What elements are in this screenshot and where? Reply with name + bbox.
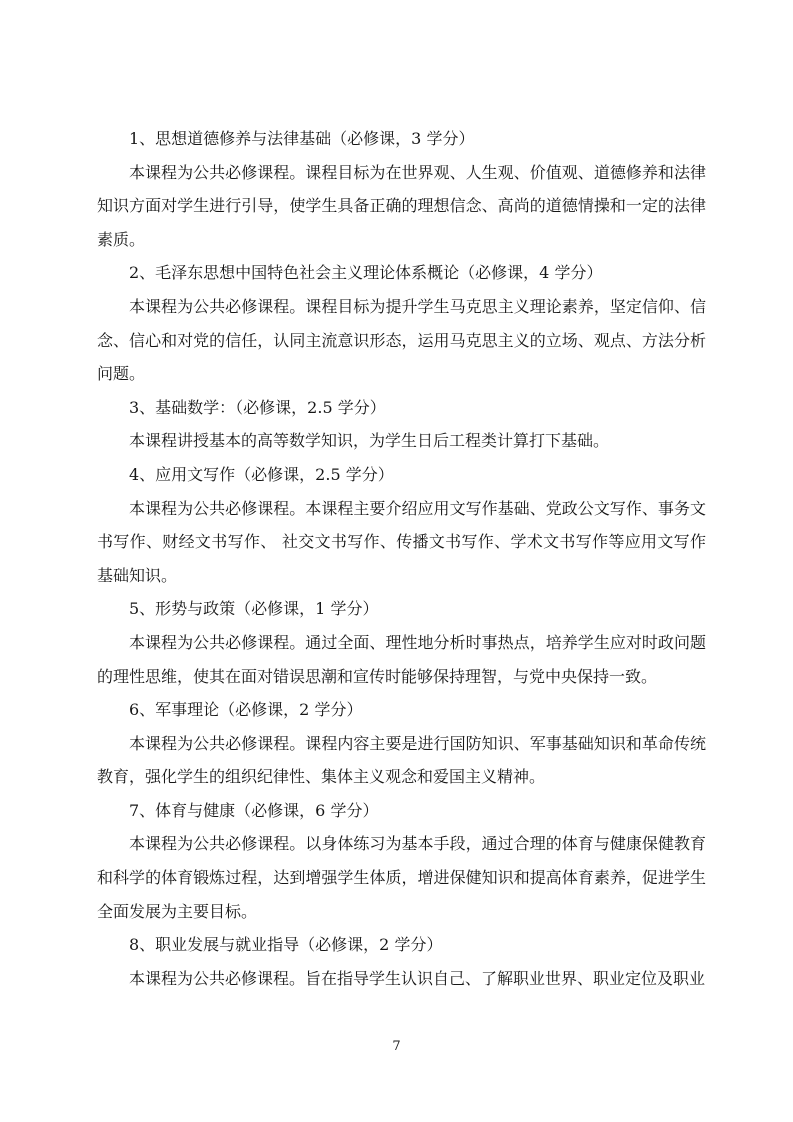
page-number: 7 xyxy=(392,1039,401,1054)
course-heading: 1、思想道德修养与法律基础（必修课，3 学分） xyxy=(129,129,475,148)
document-body xyxy=(97,122,706,995)
course-section xyxy=(97,592,706,693)
course-description: 本课程为公共必修课程。课程目标为提升学生马克思主义理论素养，坚定信仰、信念、信心和对党的信任，认同主流意识形态，运用马克思主义的立场、观点、方法分析问题。 xyxy=(97,296,706,384)
course-section xyxy=(97,256,706,390)
course-heading: 4、应用文写作（必修课，2.5 学分） xyxy=(129,464,394,484)
course-heading: 3、基础数学：（必修课，2.5 学分） xyxy=(129,397,386,417)
course-heading: 2、毛泽东思想中国特色社会主义理论体系概论（必修课，4 学分） xyxy=(129,263,603,283)
course-description: 本课程为公共必修课程。以身体练习为基本手段，通过合理的体育与健康保健教育和科学的体育锻炼过程，达到增强学生体质，增进保健知识和提高体育素养，促进学生全面发展为主要目标。 xyxy=(97,834,706,921)
course-description: 本课程为公共必修课程。课程目标为在世界观、人生观、价值观、道德修养和法律知识方面对学生进行引导，使学生具备正确的理想信念、高尚的道德情操和一定的法律素质。 xyxy=(97,162,706,249)
course-section xyxy=(97,794,706,928)
course-description: 本课程为公共必修课程。通过全面、理性地分析时事热点，培养学生应对时政问题的理性思维，使其在面对错误思潮和宣传时能够保持理智，与党中央保持一致。 xyxy=(97,632,706,686)
page-footer xyxy=(0,1038,793,1056)
course-description: 本课程讲授基本的高等数学知识，为学生日后工程类计算打下基础。 xyxy=(129,431,610,451)
course-description: 本课程为公共必修课程。旨在指导学生认识自己、了解职业世界、职业定位及职业 xyxy=(129,968,706,988)
course-description: 本课程为公共必修课程。课程内容主要是进行国防知识、军事基础知识和革命传统教育，强化学生的组织纪律性、集体主义观念和爱国主义精神。 xyxy=(97,733,706,787)
course-heading: 7、体育与健康（必修课，6 学分） xyxy=(129,800,379,820)
course-description: 本课程为公共必修课程。本课程主要介绍应用文写作基础、党政公文写作、事务文书写作、财经文书写作、 社交文书写作、传播文书写作、学术文书写作等应用文写作基础知识。 xyxy=(97,498,706,585)
course-section xyxy=(97,693,706,794)
course-section xyxy=(97,458,706,592)
course-heading: 8、职业发展与就业指导（必修课，2 学分） xyxy=(129,935,443,955)
course-section xyxy=(97,928,706,995)
course-heading: 5、形势与政策（必修课，1 学分） xyxy=(129,599,379,619)
course-heading: 6、军事理论（必修课，2 学分） xyxy=(129,700,363,720)
course-section xyxy=(97,391,706,458)
course-section xyxy=(97,122,706,256)
